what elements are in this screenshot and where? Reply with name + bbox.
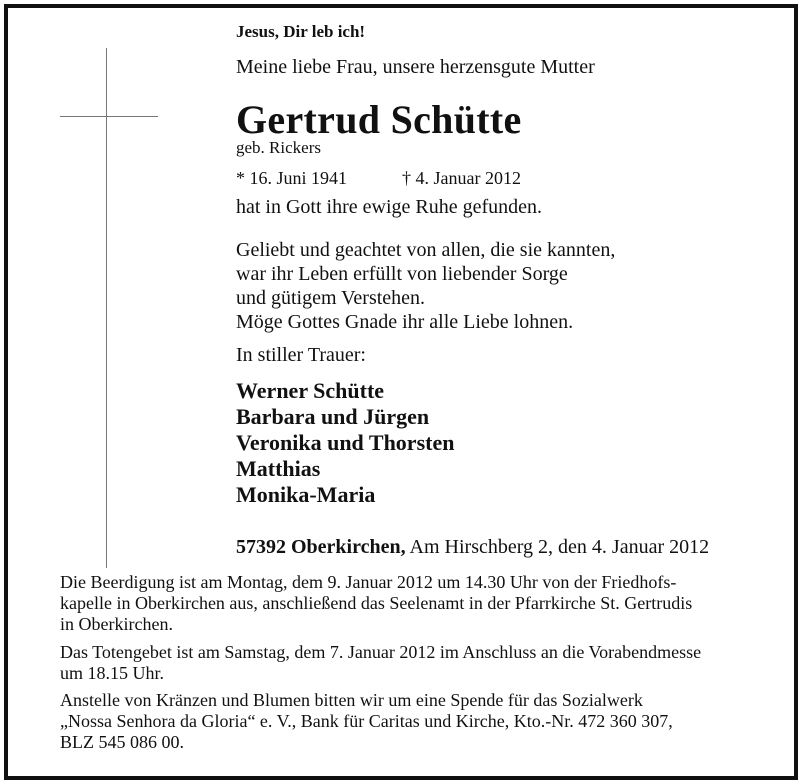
- mourner-name: Veronika und Thorsten: [236, 430, 455, 455]
- donation-notice: [60, 690, 673, 753]
- deceased-name: Gertrud Schütte: [236, 97, 522, 142]
- mourners-list: [236, 378, 454, 508]
- poem: [236, 238, 615, 334]
- notice-line: um 18.15 Uhr.: [60, 663, 165, 683]
- prayer-notice: [60, 642, 701, 684]
- mourner-name: Werner Schütte: [236, 378, 385, 403]
- poem-line: Möge Gottes Gnade ihr alle Liebe lohnen.: [236, 311, 574, 333]
- mourning-label: In stiller Trauer:: [236, 344, 366, 366]
- death-date: † 4. Januar 2012: [402, 168, 521, 188]
- funeral-notice: [60, 572, 692, 635]
- cross-horizontal-bar: [60, 116, 158, 117]
- notice-line: Das Totengebet ist am Samstag, dem 7. Januar 2012 im Anschluss an die Vorabendmesse: [60, 642, 702, 662]
- rest-line: hat in Gott ihre ewige Ruhe gefunden.: [236, 196, 543, 218]
- mourner-name: Matthias: [236, 456, 321, 481]
- cross-vertical-bar: [106, 48, 107, 568]
- birth-date: * 16. Juni 1941: [236, 168, 348, 188]
- place-address-date: Am Hirschberg 2, den 4. Januar 2012: [405, 536, 710, 558]
- notice-line: Die Beerdigung ist am Montag, dem 9. Januar 2012 um 14.30 Uhr von der Friedhofs-: [60, 572, 677, 592]
- notice-line: BLZ 545 086 00.: [60, 732, 184, 752]
- poem-line: war ihr Leben erfüllt von liebender Sorge: [236, 263, 568, 285]
- notice-line: „Nossa Senhora da Gloria“ e. V., Bank für Caritas und Kirche, Kto.-Nr. 472 360 307,: [60, 711, 673, 731]
- poem-line: Geliebt und geachtet von allen, die sie kannten,: [236, 239, 616, 261]
- notice-line: Anstelle von Kränzen und Blumen bitten wir um eine Spende für das Sozialwerk: [60, 690, 643, 710]
- intro-line: Meine liebe Frau, unsere herzensgute Mutter: [236, 56, 595, 78]
- place-city: 57392 Oberkirchen,: [236, 536, 406, 558]
- mourner-name: Barbara und Jürgen: [236, 404, 430, 429]
- motto: Jesus, Dir leb ich!: [236, 22, 366, 41]
- notice-line: in Oberkirchen.: [60, 614, 173, 634]
- mourner-name: Monika-Maria: [236, 482, 376, 507]
- birth-name: geb. Rickers: [236, 138, 321, 157]
- notice-line: kapelle in Oberkirchen aus, anschließend das Seelenamt in der Pfarrkirche St. Gertrudis: [60, 593, 693, 613]
- place-date-line: [236, 536, 709, 559]
- poem-line: und gütigem Verstehen.: [236, 287, 426, 309]
